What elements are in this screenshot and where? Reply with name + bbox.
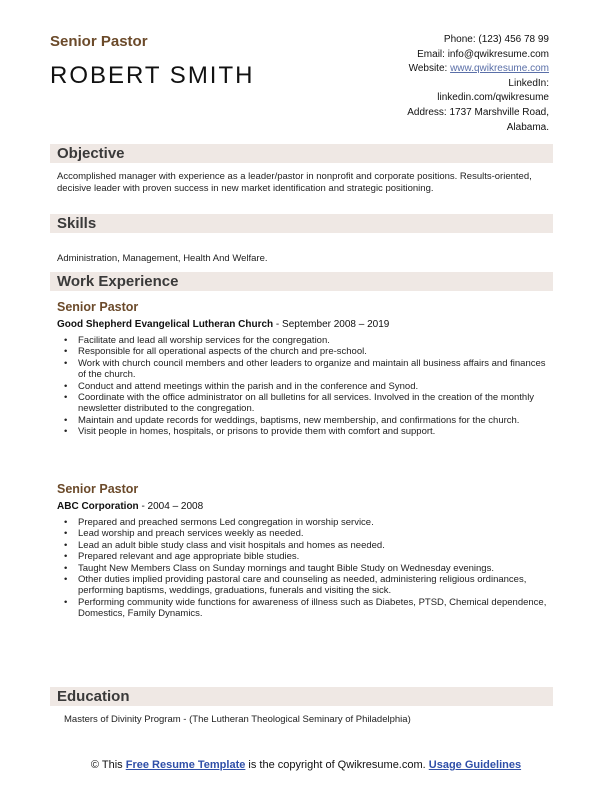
footer-prefix: © This — [90, 759, 126, 771]
list-item: • Prepared and preached sermons Led congregation in worship service. — [62, 517, 548, 528]
education-heading: Education — [50, 687, 553, 706]
list-item: • Coordinate with the office administrator on all bulletins for all services. Involved in the creation of the monthly newsletter distributed to the congregation. — [62, 392, 548, 415]
job-dates: - 2004 – 2008 — [138, 501, 204, 512]
education-text: Masters of Divinity Program - (The Lutheran Theological Seminary of Philadelphia) — [64, 714, 411, 725]
list-item: • Lead worship and preach services weekly as needed. — [62, 528, 548, 539]
job-organization: Good Shepherd Evangelical Lutheran Church — [57, 319, 274, 330]
usage-guidelines-link[interactable]: Usage Guidelines — [428, 759, 522, 771]
list-item: • Taught New Members Class on Sunday mornings and taught Bible Study on Wednesday evenings. — [62, 563, 548, 574]
job-duties-list — [62, 517, 548, 620]
footer-middle: is the copyright of Qwikresume.com. — [245, 759, 429, 771]
list-item: • Lead an adult bible study class and visit hospitals and homes as needed. — [62, 540, 548, 551]
list-item: • Visit people in homes, hospitals, or prisons to provide them with comfort and support. — [62, 426, 548, 437]
contact-website — [407, 62, 549, 77]
list-item: • Other duties implied providing pastoral care and counseling as needed, administering religious ordinances, performing baptisms, weddings, graduations, funerals and visiting the sick. — [62, 574, 548, 597]
resume-job-title: Senior Pastor — [50, 33, 148, 50]
website-link[interactable]: www.qwikresume.com — [450, 63, 549, 75]
job-duties-list — [62, 335, 548, 438]
contact-email: Email: info@qwikresume.com — [417, 48, 549, 60]
job-title: Senior Pastor — [57, 482, 139, 496]
list-item: • Prepared relevant and age appropriate bible studies. — [62, 551, 548, 562]
skills-text: Administration, Management, Health And Welfare. — [57, 253, 268, 264]
job-org-line — [57, 319, 389, 330]
website-label: Website: — [408, 63, 451, 75]
list-item: • Conduct and attend meetings within the parish and in the conference and Synod. — [62, 381, 548, 392]
job-org-line — [57, 501, 203, 512]
objective-heading: Objective — [50, 144, 553, 163]
skills-heading: Skills — [50, 214, 553, 233]
job-title: Senior Pastor — [57, 300, 139, 314]
contact-linkedin-url[interactable]: linkedin.com/qwikresume — [437, 92, 549, 104]
job-organization: ABC Corporation — [57, 501, 139, 512]
list-item: • Maintain and update records for weddings, baptisms, new membership, and confirmations for the church. — [62, 415, 548, 426]
contact-block — [407, 33, 549, 135]
contact-address-line2: Alabama. — [506, 121, 549, 133]
job-dates: - September 2008 – 2019 — [273, 319, 390, 330]
copyright-footer — [50, 758, 562, 772]
contact-phone: Phone: (123) 456 78 99 — [443, 34, 549, 45]
contact-linkedin-label: LinkedIn: — [508, 77, 549, 89]
list-item: • Facilitate and lead all worship services for the congregation. — [62, 335, 548, 346]
work-experience-heading: Work Experience — [50, 272, 553, 291]
contact-address-line1: Address: 1737 Marshville Road, — [407, 106, 549, 118]
list-item: • Responsible for all operational aspects of the church and pre-school. — [62, 346, 548, 357]
candidate-name: ROBERT SMITH — [50, 62, 255, 89]
list-item: • Performing community wide functions for awareness of illness such as Diabetes, PTSD, Chemical dependence, Domestics, Family Dynamics. — [62, 597, 548, 620]
objective-text: Accomplished manager with experience as a leader/pastor in nonprofit and corporate positions. Results-oriented, decisive leader with proven success in new market identification and strategic positioning. — [57, 171, 532, 194]
list-item: • Work with church council members and other leaders to organize and maintain all business affairs and finances of the church. — [62, 358, 548, 381]
free-resume-template-link[interactable]: Free Resume Template — [125, 759, 246, 771]
